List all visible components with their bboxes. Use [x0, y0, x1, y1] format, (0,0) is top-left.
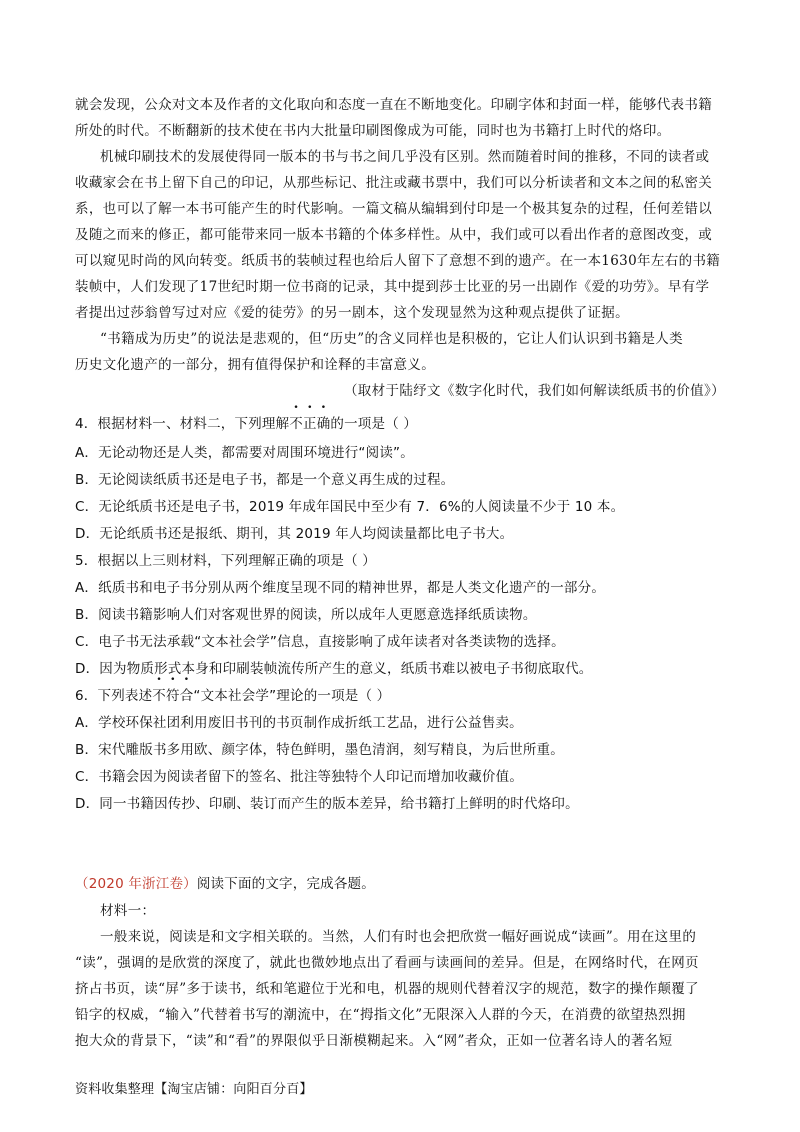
question-6-option-c: C．书籍会因为阅读者留下的签名、批注等独特个人印记而增加收藏价值。: [75, 769, 524, 785]
passage-line: 者提出过莎翁曾写过对应《爱的徒劳》的另一剧本，这个发现显然为这种观点提供了证据。: [75, 305, 629, 321]
emphasis-char: 合: [179, 688, 194, 704]
question-4-option-b: B．无论阅读纸质书还是电子书，都是一个意义再生成的过程。: [75, 472, 455, 488]
question-6-text: “文本社会学”理论的一项是（ ）: [193, 688, 391, 704]
question-4-option-a: A．无论动物还是人类，都需要对周围环境进行“阅读”。: [75, 445, 414, 461]
material-line: 铅字的权威，“输入”代替着书写的潮流中，在“拇指文化”无限深入人群的今天，在消费的欲望热烈拥: [75, 1007, 686, 1023]
material-line: 一般来说，阅读是和文字相关联的。当然，人们有时也会把欣赏一幅好画说成“读画”。用在这里的: [100, 929, 697, 945]
page-footer: 资料收集整理【淘宝店铺：向阳百分百】: [75, 1082, 313, 1097]
question-6-option-d: D．同一书籍因传抄、印刷、装订而产生的版本差异，给书籍打上鲜明的时代烙印。: [75, 796, 579, 812]
question-5-option-a: A．纸质书和电子书分别从两个维度呈现不同的精神世界，都是人类文化遗产的一部分。: [75, 580, 606, 596]
emphasis-char: 不: [152, 688, 166, 704]
question-4-text: 的一项是（ ）: [330, 416, 418, 432]
material-line: 抱大众的背景下，“读”和“看”的界限似乎日渐模糊起来。入“网”者众，正如一位著名诗人的著名短: [75, 1033, 673, 1049]
material-label: 材料一：: [100, 903, 156, 919]
question-4-stem: [75, 414, 725, 434]
question-6-option-b: B．宋代雕版书多用欧、颜字体，特色鲜明，墨色清润，刻写精良，为后世所重。: [75, 742, 564, 758]
question-5-option-d: D．因为物质形式本身和印刷装帧流传所产生的意义，纸质书难以被电子书彻底取代。: [75, 661, 593, 677]
passage-line: 系，也可以了解一本书可能产生的时代影响。一篇文稿从编辑到付印是一个极其复杂的过程，任何差错以: [75, 201, 713, 217]
emphasis-char: 正: [303, 416, 317, 432]
passage-line: “书籍成为历史”的说法是悲观的，但“历史”的含义同样也是积极的，它让人们认识到书籍是人类: [100, 331, 684, 347]
question-6-stem: [75, 686, 725, 706]
question-5-option-c: C．电子书无法承载“文本社会学”信息，直接影响了成年读者对各类读物的选择。: [75, 634, 565, 650]
passage-line: 及随之而来的修正，都可能带来同一版本书籍的个体多样性。从中，我们或可以看出作者的意图改变，或: [75, 227, 713, 243]
material-line: 挤占书页，读“屏”多于读书，纸和笔避位于光和电，机器的规则代替着汉字的规范，数字的操作颠覆了: [75, 981, 699, 997]
question-4-option-c: C．无论纸质书还是电子书，2019 年成年国民中至少有 7．6%的人阅读量不少于 10 本。: [75, 499, 625, 515]
passage-line: 机械印刷技术的发展使得同一版本的书与书之间几乎没有区别。然而随着时间的推移，不同的读者或: [100, 149, 710, 165]
question-6-option-a: A．学校环保社团利用废旧书刊的书页制作成折纸工艺品，进行公益售卖。: [75, 715, 523, 731]
section-instruction: 阅读下面的文字，完成各题。: [196, 876, 375, 892]
question-5-option-b: B．阅读书籍影响人们对客观世界的阅读，所以成年人更愿意选择纸质读物。: [75, 607, 537, 623]
emphasis-char: 不: [289, 416, 303, 432]
passage-line: 就会发现，公众对文本及作者的文化取向和态度一直在不断地变化。印刷字体和封面一样，能够代表书籍: [75, 97, 713, 113]
material-line: “读”，强调的是欣赏的深度了，就此也微妙地点出了看画与读画间的差异。但是，在网络时代，在网页: [75, 955, 699, 971]
passage-line: 历史文化遗产的一部分，拥有值得保护和诠释的丰富意义。: [75, 357, 436, 373]
question-6-text: 6．下列表述: [75, 688, 153, 704]
emphasis-char: 符: [166, 688, 180, 704]
section-2-header: [75, 874, 725, 894]
passage-line: 可以窥见时尚的风向转变。纸质书的装帧过程也给后人留下了意想不到的遗产。在一本1630年左右的书籍: [75, 253, 721, 269]
exam-source: （2020 年浙江卷）: [75, 876, 197, 892]
question-4-option-d: D．无论纸质书还是报纸、期刊，其 2019 年人均阅读量都比电子书大。: [75, 526, 514, 542]
citation: （取材于陆纾文《数字化时代，我们如何解读纸质书的价值》）: [343, 383, 725, 399]
passage-line: 装帧中，人们发现了17世纪时期一位书商的记录，其中提到莎士比亚的另一出剧作《爱的功劳》。早有学: [75, 279, 710, 295]
question-5-stem: 5．根据以上三则材料，下列理解正确的项是（ ）: [75, 553, 376, 569]
question-4-text: 4．根据材料一、材料二，下列理解: [75, 416, 290, 432]
emphasis-char: 确: [316, 416, 331, 432]
passage-line: 所处的时代。不断翻新的技术使在书内大批量印刷图像成为可能，同时也为书籍打上时代的烙印。: [75, 123, 671, 139]
passage-line: 收藏家会在书上留下自己的印记，从那些标记、批注或藏书票中，我们可以分析读者和文本之间的私密关: [75, 175, 713, 191]
